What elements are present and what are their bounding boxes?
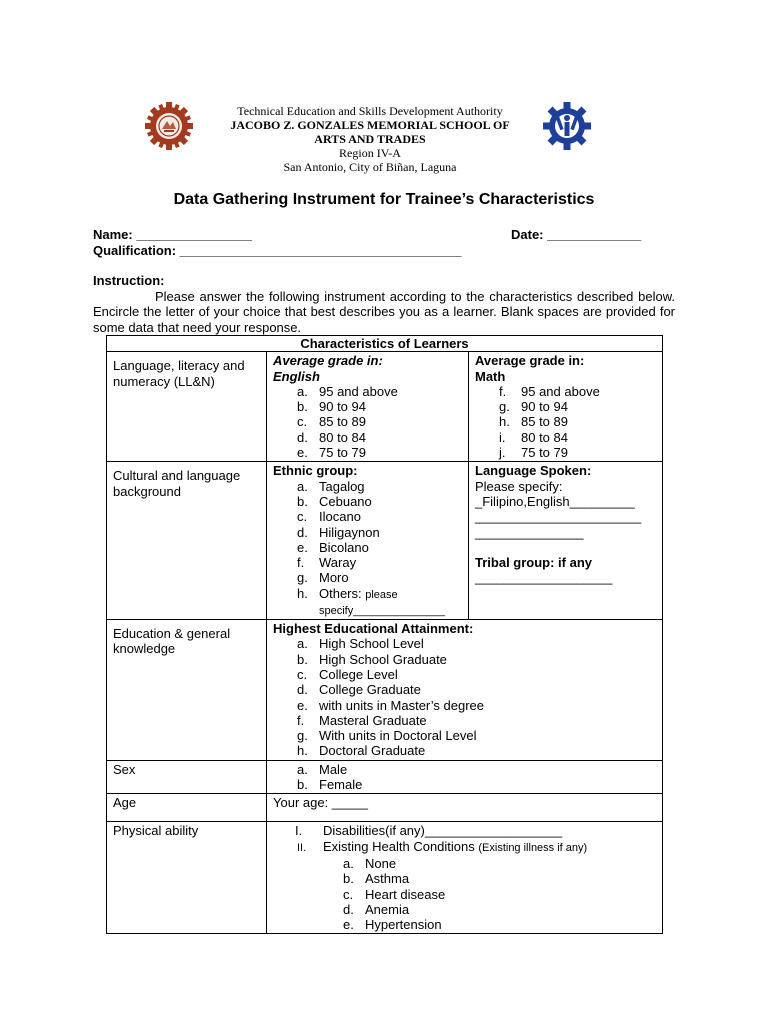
english-option-letter: d.	[297, 429, 308, 445]
name-field[interactable]: Name: ________________	[93, 227, 253, 242]
culture-label: Cultural and language background	[107, 462, 267, 620]
ethnic-option-letter: b.	[297, 493, 308, 509]
instruction-body	[93, 289, 675, 335]
health-option-text: Asthma	[365, 871, 410, 887]
ethnic-option-letter: f.	[297, 555, 305, 571]
ethnic-option[interactable]	[273, 540, 462, 555]
lln-math-cell	[469, 352, 663, 462]
health-option-letter: b.	[343, 871, 354, 887]
characteristics-table	[106, 335, 663, 934]
sex-option-text: Female	[319, 777, 363, 793]
ethnic-others-specify-row	[273, 603, 462, 618]
ethnic-option-text: Ilocano	[319, 509, 361, 525]
school-seal-icon	[145, 102, 193, 150]
education-option-text: High School Graduate	[319, 651, 447, 667]
math-option-text: 80 to 84	[521, 429, 568, 445]
education-option[interactable]	[273, 652, 656, 667]
math-option-letter: h.	[499, 414, 510, 430]
qualification-field[interactable]: Qualification: _______________________________________	[93, 243, 462, 258]
education-option[interactable]	[273, 728, 656, 743]
sex-option[interactable]	[273, 777, 656, 792]
language-cell	[469, 462, 663, 620]
math-option-letter: f.	[499, 383, 507, 399]
education-option-text: With units in Doctoral Level	[319, 728, 477, 744]
education-options	[273, 636, 656, 758]
school-name-line2: ARTS AND TRADES	[314, 132, 426, 146]
ethnic-others-list	[273, 586, 462, 618]
tribal-line[interactable]: ___________________	[475, 570, 613, 586]
education-label: Education & general knowledge	[107, 620, 267, 761]
table-row-lln	[107, 352, 663, 462]
instruction-text: Please answer the following instrument according to the characteristics described below. Encircle the letter of your choice that best describes you as a learner. Blank spaces are provided for some data that need your response.	[93, 289, 675, 335]
english-option-text: 85 to 89	[319, 414, 366, 430]
ethnic-option-text: Hiligaynon	[319, 524, 380, 540]
health-number: II.	[297, 841, 307, 854]
math-option[interactable]	[475, 445, 656, 460]
education-option-text: with units in Master’s degree	[319, 697, 484, 713]
education-option-text: Masteral Graduate	[319, 712, 427, 728]
education-cell	[267, 620, 663, 761]
sex-option[interactable]	[273, 762, 656, 777]
education-option-letter: e.	[297, 697, 308, 713]
health-option-letter: c.	[343, 886, 354, 902]
education-option[interactable]	[273, 667, 656, 682]
education-option-letter: f.	[297, 712, 305, 728]
school-name-line1: JACOBO Z. GONZALES MEMORIAL SCHOOL OF	[230, 118, 510, 132]
age-label: Age	[107, 794, 267, 822]
math-option-letter: i.	[499, 429, 506, 445]
sex-options	[273, 762, 656, 793]
ethnic-others-letter: h.	[297, 585, 308, 601]
address: San Antonio, City of Biñan, Laguna	[283, 160, 457, 174]
tesda-gear-logo-icon	[543, 102, 591, 150]
ethnic-option-text: Tagalog	[319, 478, 365, 494]
education-option[interactable]	[273, 682, 656, 697]
health-option-text: None	[365, 855, 397, 871]
ethnic-option[interactable]	[273, 525, 462, 540]
education-option-letter: h.	[297, 743, 308, 759]
education-option[interactable]	[273, 713, 656, 728]
education-option-letter: c.	[297, 666, 308, 682]
english-option-letter: a.	[297, 383, 308, 399]
ethnic-option-text: Moro	[319, 570, 349, 586]
english-option-letter: e.	[297, 445, 308, 461]
table-row-education	[107, 620, 663, 761]
english-option[interactable]	[273, 414, 462, 429]
lln-label: Language, literacy and numeracy (LL&N)	[107, 352, 267, 462]
education-option[interactable]	[273, 743, 656, 758]
ethnic-options	[273, 479, 462, 586]
math-option-text: 75 to 79	[521, 445, 568, 461]
ethnic-cell	[267, 462, 469, 620]
education-option-text: College Graduate	[319, 682, 421, 698]
ethnic-others-specify[interactable]: specify_______________	[319, 605, 446, 618]
math-option[interactable]	[475, 384, 656, 399]
sex-option-text: Male	[319, 761, 348, 777]
education-option-text: Doctoral Graduate	[319, 743, 426, 759]
ethnic-option-letter: c.	[297, 509, 308, 525]
ethnic-option-others[interactable]	[273, 586, 462, 603]
sex-cell	[267, 760, 663, 794]
ethnic-option-letter: a.	[297, 478, 308, 494]
ethnic-option[interactable]	[273, 570, 462, 585]
english-option-text: 75 to 79	[319, 445, 366, 461]
english-option-text: 90 to 94	[319, 399, 366, 415]
language-prompt: Please specify:	[475, 478, 563, 494]
table-row-sex	[107, 760, 663, 794]
english-option[interactable]	[273, 430, 462, 445]
ethnic-option-letter: e.	[297, 539, 308, 555]
age-field[interactable]: Your age: _____	[267, 794, 663, 822]
region: Region IV-A	[339, 146, 401, 160]
health-option-letter: d.	[343, 901, 354, 917]
agency-name: Technical Education and Skills Development Authority	[237, 104, 503, 118]
education-option-letter: b.	[297, 651, 308, 667]
table-header-row	[107, 336, 663, 352]
language-line-3[interactable]: _______________	[475, 524, 584, 540]
english-option-letter: c.	[297, 414, 308, 430]
ethnic-others-text: Others:	[319, 585, 362, 601]
ethnic-option[interactable]	[273, 479, 462, 494]
document-title: Data Gathering Instrument for Trainee’s Characteristics	[173, 191, 595, 208]
table-row-age	[107, 794, 663, 822]
language-answer[interactable]: _Filipino,English_________	[475, 493, 635, 509]
physical-label: Physical ability	[107, 822, 267, 934]
math-option-text: 95 and above	[521, 383, 600, 399]
health-option-text: Anemia	[365, 901, 410, 917]
health-option-text: Heart disease	[365, 886, 446, 902]
sex-option-letter: a.	[297, 761, 308, 777]
math-option[interactable]	[475, 399, 656, 414]
health-option-text: Hypertension	[365, 917, 442, 933]
disabilities-row[interactable]	[273, 823, 656, 838]
ethnic-option[interactable]	[273, 494, 462, 509]
health-option[interactable]	[319, 871, 656, 886]
health-row	[273, 839, 656, 856]
ethnic-option-letter: d.	[297, 524, 308, 540]
english-option-text: 95 and above	[319, 383, 398, 399]
english-option[interactable]	[273, 445, 462, 460]
math-subheading: Math	[475, 368, 506, 384]
health-note: (Existing illness if any)	[478, 841, 588, 854]
education-option[interactable]	[273, 636, 656, 651]
education-heading: Highest Educational Attainment:	[273, 621, 474, 637]
education-option-text: College Level	[319, 666, 398, 682]
language-line-2[interactable]: _______________________	[475, 509, 642, 525]
english-option[interactable]	[273, 384, 462, 399]
education-option[interactable]	[273, 698, 656, 713]
english-options	[273, 384, 462, 460]
education-option-letter: g.	[297, 728, 308, 744]
health-option[interactable]	[319, 887, 656, 902]
health-option-letter: a.	[343, 855, 354, 871]
ethnic-option[interactable]	[273, 555, 462, 570]
health-option[interactable]	[319, 902, 656, 917]
math-option-letter: j.	[499, 445, 506, 461]
education-option-letter: a.	[297, 636, 308, 652]
education-option-letter: d.	[297, 682, 308, 698]
english-subheading: English	[273, 368, 320, 384]
sex-option-letter: b.	[297, 777, 308, 793]
math-option-text: 85 to 89	[521, 414, 568, 430]
table-heading: Characteristics of Learners	[107, 336, 663, 352]
english-heading: Average grade in:	[273, 353, 383, 369]
math-option[interactable]	[475, 414, 656, 429]
english-option-letter: b.	[297, 399, 308, 415]
health-option-letter: e.	[343, 917, 354, 933]
math-option-text: 90 to 94	[521, 399, 568, 415]
math-option-letter: g.	[499, 399, 510, 415]
health-option[interactable]	[319, 856, 656, 871]
education-option-text: High School Level	[319, 636, 424, 652]
english-option-text: 80 to 84	[319, 429, 366, 445]
physical-cell	[267, 822, 663, 934]
sex-label: Sex	[107, 760, 267, 794]
ethnic-option[interactable]	[273, 509, 462, 524]
english-option[interactable]	[273, 399, 462, 414]
ethnic-option-text: Bicolano	[319, 539, 369, 555]
ethnic-heading: Ethnic group:	[273, 463, 358, 479]
disabilities-text: Disabilities(if any)___________________	[323, 823, 563, 839]
ethnic-option-text: Cebuano	[319, 493, 372, 509]
table-row-culture	[107, 462, 663, 620]
health-options	[273, 856, 656, 932]
ethnic-option-letter: g.	[297, 570, 308, 586]
language-heading: Language Spoken:	[475, 463, 592, 479]
letterhead	[200, 104, 540, 174]
health-option[interactable]	[319, 917, 656, 932]
table-row-physical	[107, 822, 663, 934]
math-options	[475, 384, 656, 460]
lln-english-cell	[267, 352, 469, 462]
tribal-heading: Tribal group: if any	[475, 554, 593, 570]
ethnic-option-text: Waray	[319, 555, 357, 571]
ethnic-others-please: please	[365, 588, 398, 601]
health-text: Existing Health Conditions	[323, 838, 475, 854]
instruction-heading: Instruction:	[93, 273, 165, 288]
math-heading: Average grade in:	[475, 353, 585, 369]
disabilities-number: I.	[295, 823, 303, 839]
math-option[interactable]	[475, 430, 656, 445]
date-field[interactable]: Date: _____________	[511, 227, 642, 242]
